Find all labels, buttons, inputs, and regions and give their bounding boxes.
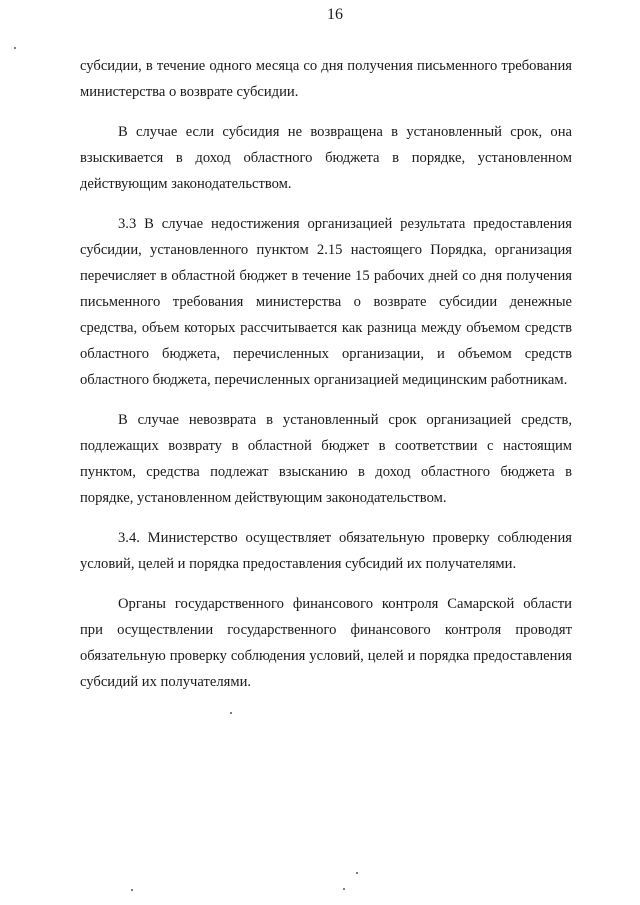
- scan-speck: [131, 889, 133, 891]
- paragraph-subsidy-recovery: В случае если субсидия не возвращена в установленный срок, она взыскивается в доход областного бюджета в порядке, установленном действующим законодательством.: [80, 124, 572, 192]
- page-number: 16: [327, 6, 343, 23]
- document-body: [80, 53, 572, 695]
- paragraph-section-3-4: 3.4. Министерство осуществляет обязательную проверку соблюдения условий, целей и порядка предоставления субсидий их получателями.: [80, 530, 572, 572]
- scan-speck: [14, 47, 16, 49]
- scan-speck: [356, 872, 358, 874]
- scan-speck: [343, 888, 345, 890]
- scan-speck: [230, 712, 232, 714]
- paragraph-subsidy-return-deadline: субсидии, в течение одного месяца со дня получения письменного требования министерства о возврате субсидии.: [80, 58, 572, 100]
- paragraph-non-return: В случае невозврата в установленный срок организацией средств, подлежащих возврату в областной бюджет в соответствии с настоящим пунктом, средства подлежат взысканию в доход областного бюджета в порядке, установленном действующим законодательством.: [80, 412, 572, 506]
- paragraph-financial-control: Органы государственного финансового контроля Самарской области при осуществлении государственного финансового контроля проводят обязательную проверку соблюдения условий, целей и порядка предоставления субсидий их получателями.: [80, 596, 572, 690]
- paragraph-section-3-3: 3.3 В случае недостижения организацией результата предоставления субсидии, установленного пунктом 2.15 настоящего Порядка, организация перечисляет в областной бюджет в течение 15 рабочих дней со дня получения письменного требования министерства о возврате субсидии денежные средства, объем которых рассчитывается как разница между объемом средств областного бюджета, перечисленных организации, и объемом средств областного бюджета, перечисленных организацией медицинским работникам.: [80, 216, 572, 388]
